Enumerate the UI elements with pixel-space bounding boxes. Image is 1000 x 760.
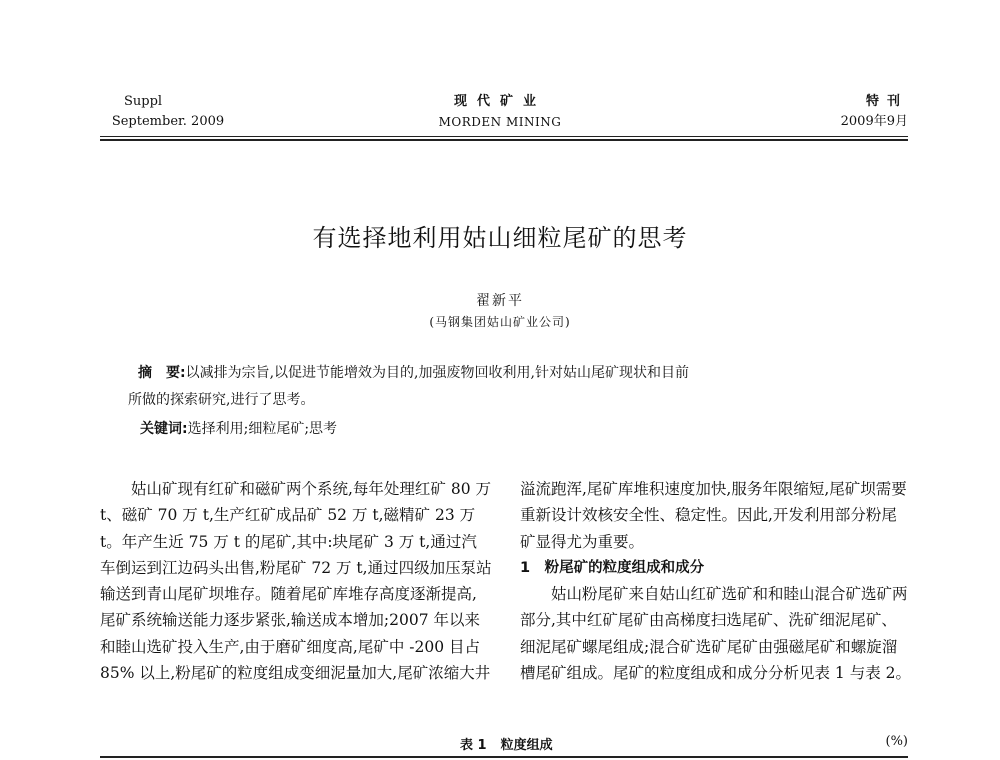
table-title: 粒度组成 [500,738,553,753]
abstract-line-1 [138,362,689,382]
running-header-right [768,92,908,132]
paper-title: 有选择地利用姑山细粒尾矿的思考 [312,224,688,252]
table-top-rule [100,756,908,758]
section-heading-1: 1 粉尾矿的粒度组成和成分 [520,559,705,576]
table-caption [460,734,553,753]
body-column-right [520,476,912,686]
header-rule-thick [100,139,908,141]
keywords-line [140,418,337,438]
table-number: 表 1 [460,738,487,753]
abstract-text-1: 以减排为宗旨,以促进节能增效为目的,加强废物回收利用,针对姑山尾矿现状和目前 [185,365,689,381]
keywords-text: 选择利用;细粒尾矿;思考 [187,421,338,437]
header-suppl: Suppl [124,94,163,109]
journal-name-en: MORDEN MINING [438,115,562,129]
header-rule-thin [100,136,908,137]
body-paragraph-section1: 姑山粉尾矿来自姑山红矿选矿和和睦山混合矿选矿两部分,其中红矿尾矿由高梯度扫选尾矿、洗矿细泥尾矿、细泥尾矿螺尾组成;混合矿选矿尾矿由强磁尾矿和螺旋溜槽尾矿组成。尾矿的粒度组成和成分分析见表 1 与表 2。 [520,585,912,683]
journal-name-cn: 现代矿业 [453,94,546,109]
header-date-en: September. 2009 [111,114,225,129]
body-paragraph: 姑山矿现有红矿和磁矿两个系统,每年处理红矿 80 万 t、磁矿 70 万 t,生产红矿成品矿 52 万 t,磁精矿 23 万 t。年产生近 75 万 t 的尾矿,其中:块尾矿 3 万 t,通过汽车倒运到江边码头出售,粉尾矿 72 万 t,通过四级加压泵站输送到青山尾矿坝堆存。随着尾矿库堆存高度逐渐提高,尾矿系统输送能力逐步紧张,输送成本增加;2007 年以来和睦山选矿投入生产,由于磨矿细度高,尾矿中 -200 目占 85% 以上,粉尾矿的粒度组成变细泥量加大,尾矿浓缩大井 [100,480,492,683]
header-date-cn: 2009年9月 [840,114,908,129]
table-unit: (%) [885,734,908,749]
author-name: 翟新平 [476,293,524,309]
keywords-label: 关键词: [140,421,188,437]
author-affiliation: (马钢集团姑山矿业公司) [429,315,571,329]
running-header-center [400,92,600,132]
header-special-issue: 特刊 [865,94,908,109]
running-header-left [108,92,228,132]
abstract-line-2: 所做的探索研究,进行了思考。 [128,392,315,408]
abstract-label: 摘 要: [138,365,186,381]
body-column-left [100,476,492,686]
body-paragraph-continued: 溢流跑浑,尾矿库堆积速度加快,服务年限缩短,尾矿坝需要重新设计效核安全性、稳定性。因此,开发利用部分粉尾矿显得尤为重要。 [520,480,907,551]
